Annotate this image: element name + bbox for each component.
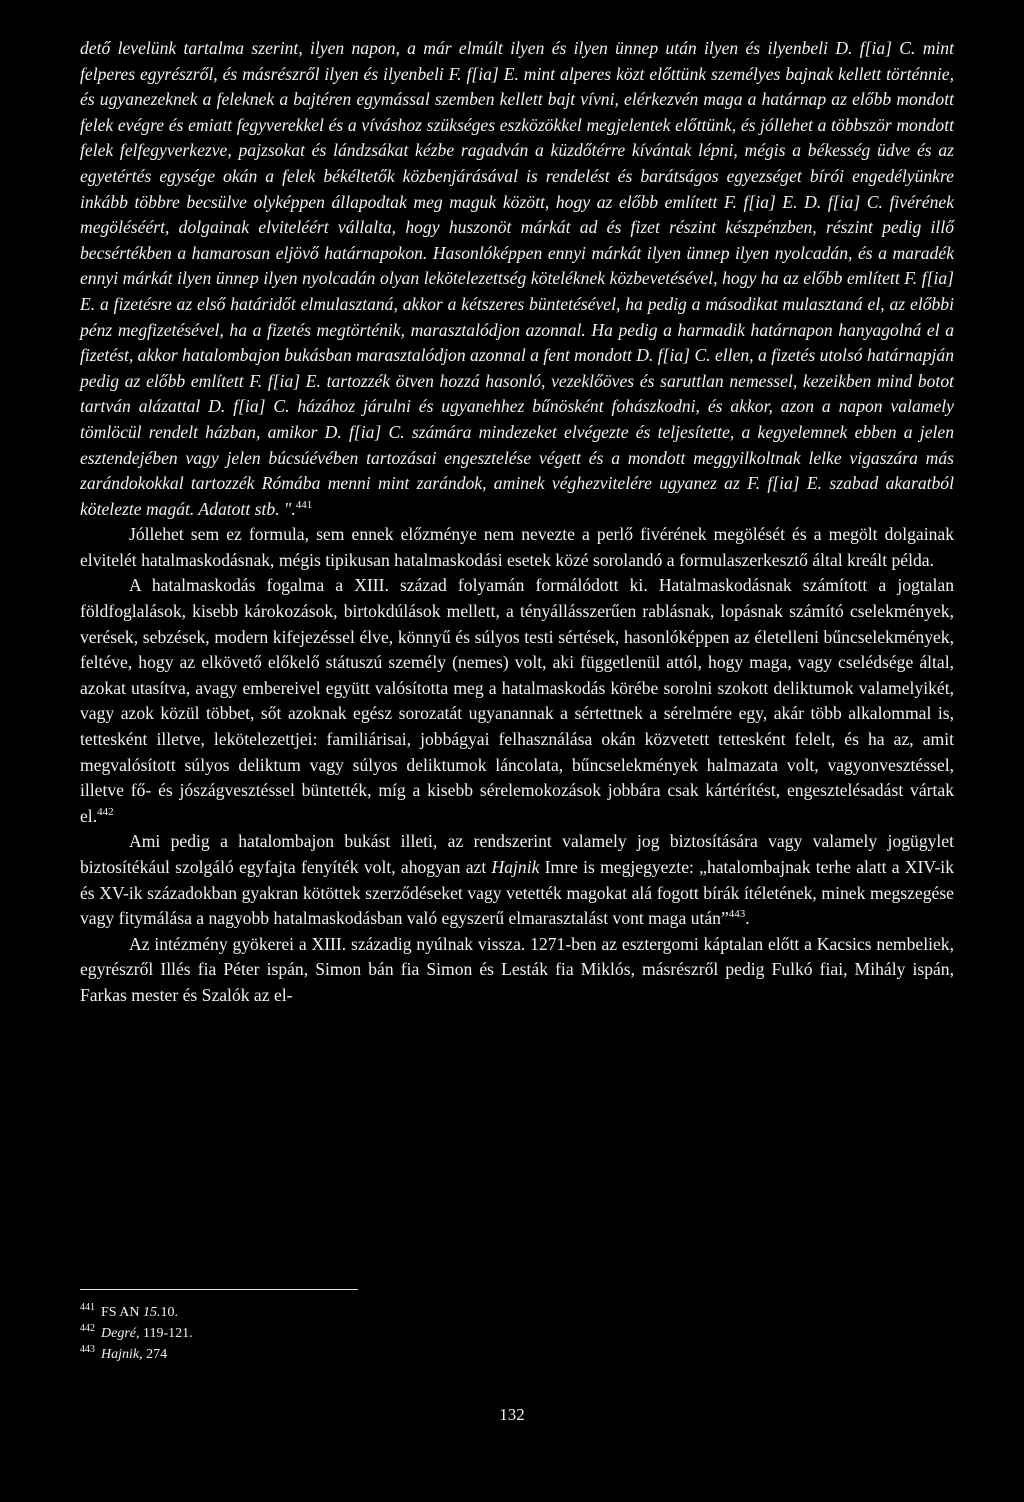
footnote-number: 441 bbox=[80, 1302, 95, 1314]
paragraph-3-end: . bbox=[745, 908, 750, 929]
paragraph-1-text: Jóllehet sem ez formula, sem ennek előzménye nem nevezte a perlő fivérének megölését és a megölt dolgainak elvitelét hatalmaskodásnak, mégis tipikusan hatalmaskodási esetek közé sorolandó a formulaszerkesztő által kreált példa. bbox=[80, 524, 954, 570]
author-name: Hajnik bbox=[491, 857, 540, 877]
footnote-ref-442[interactable]: 442 bbox=[97, 805, 114, 818]
footnote-text: , 274 bbox=[139, 1347, 168, 1362]
footnote-italic: Degré bbox=[101, 1326, 136, 1341]
footnote-443 bbox=[80, 1344, 680, 1365]
paragraph-3 bbox=[80, 829, 954, 931]
paragraph-2 bbox=[80, 573, 954, 829]
body-text bbox=[80, 36, 954, 1009]
footnote-442 bbox=[80, 1323, 680, 1344]
footnote-text: FS AN bbox=[101, 1305, 144, 1320]
footnote-number: 442 bbox=[80, 1323, 95, 1335]
footnote-text: , 119-121. bbox=[136, 1326, 193, 1341]
paragraph-3-post: Imre is megjegyezte: „hatalombajnak terhe alatt a XIV-ik és XV-ik századokban gyakran kötöttek szerződéseket vagy vetették magokat alá fogott bírák ítéletének, minek megszegése vagy fitymálása a nagyobb hatalmaskodásban való egyszerű elmarasztalást vont maga után” bbox=[80, 857, 954, 929]
footnote-text: 10. bbox=[160, 1305, 179, 1320]
footnote-number: 443 bbox=[80, 1344, 95, 1356]
paragraph-2-text: A hatalmaskodás fogalma a XIII. század folyamán formálódott ki. Hatalmaskodásnak számított a jogtalan földfoglalások, kisebb károkozások, birtokdúlások mellett, a tényállásszerűen rablásnak, lopásnak számító cselekmények, verések, sebzések, modern kifejezéssel élve, könnyű és súlyos testi sértések, hasonlóképpen az életelleni bűncselekmények, feltéve, hogy az elkövető előkelő státuszú személy (nemes) volt, aki függetlenül attól, hogy maga, vagy cselédsége által, azokat utasítva, avagy embereivel együtt valósította meg a hatalmaskodás körébe sorolni szokott deliktumok valamelyikét, vagy azok közül többet, sőt azoknak egész sorozatát ugyanannak a sértettnek a sérelmére egy, akár több alkalommal is, tettesként illetve, lekötelezettjei: familiárisai, jobbágyai felhasználása okán közvetett tettesként felelt, és ha az, amit megvalósított súlyos deliktum vagy súlyos deliktumok láncolata, bűncselekmények halmazata volt, vagyonvesztéssel, illetve fő- és jószágvesztéssel büntették, míg a kisebb sérelemokozások jobbára csak kártérítést, engesztelésadást vártak el. bbox=[80, 575, 954, 826]
quoted-formula bbox=[80, 36, 954, 522]
paragraph-3-pre: Ami pedig a hatalombajon bukást illeti, az rendszerint valamely jog biztosítására vagy valamely jogügylet biztosítékául szolgáló egyfajta fenyíték volt, ahogyan azt bbox=[80, 831, 954, 877]
footnote-italic: Hajnik bbox=[101, 1347, 140, 1362]
footnote-441 bbox=[80, 1302, 680, 1323]
quote-text: dető levelünk tartalma szerint, ilyen napon, a már elmúlt ilyen és ilyen ünnep után ilyen és ilyenbeli D. f[ia] C. mint felperes egyrészről, és másrészről ilyen és ilyenbeli F. f[ia] E. mint alperes közt előttünk személyes bajnak kellett történnie, és ugyanezeknek a feleknek a bajtéren egymással szemben kellett bajt vívni, elérkezvén maga a határnap az előbb mondott felek evégre és emiatt fegyverekkel és a víváshoz szükséges eszközökkel megjelentek előttünk, és jóllehet a többször mondott felek felfegyverkezve, pajzsokat és lándzsákat kézbe ragadván a küzdőtérre kívántak lépni, mégis a békesség üdve és az egyetértés egysége okán a felek békéltetők közbenjárásával is rendelést és barátságos egyezséget bírói engedélyünkre inkább többre becsülve olyképpen állapodtak meg maguk között, hogy az előbb említett F. f[ia] E. D. f[ia] C. fivérének megöléséért, dolgainak elviteléért vállalta, hogy huszonöt márkát ad és fizet részint készpénzben, részint pedig illő becsértékben a hamarosan eljövő határnapokon. Hasonlóképpen ennyi márkát ilyen ünnep ilyen nyolcadán, és a maradék ennyi márkát ilyen ünnep ilyen nyolcadán olyan lekötelezettség köteléknek közbevetésével, hogy ha az előbb említett F. f[ia] E. a fizetésre az első határidőt elmulasztaná, akkor a kétszeres büntetésével, ha pedig a másodikat mulasztaná el, az előbbi pénz megfizetésével, ha a fizetés megtörténik, marasztalódjon azonnal. Ha pedig a harmadik határnapon hanyagolná el a fizetést, akkor hatalombajon bukásban marasztalódjon azonnal a fent mondott D. f[ia] C. ellen, a fizetés utolsó határnapján pedig az előbb említett F. f[ia] E. tartozzék ötven hozzá hasonló, vezeklőöves és saruttlan nemessel, kezeikben mind botot tartván alázattal D. f[ia] C. házához járulni és ugyanehhez bűnösként fohászkodni, és akkor, azon a napon valamely tömlöcül rendelt házban, amikor D. f[ia] C. számára mindezeket elvégezte és teljesítette, a kegyelemnek ebben a jelen esztendejében vagy jelen búcsúévében tartozásai engesztelése végett és a mondott meggyilkoltnak lelke vigaszára más zarándokokkal tartozzék Rómába menni mint zarándok, aminek véghezvitelére ugyanez az F. f[ia] E. szabad akaratból kötelezte magát. Adatott stb. ". bbox=[80, 38, 954, 519]
paragraph-4 bbox=[80, 932, 954, 1009]
paragraph-1 bbox=[80, 522, 954, 573]
footnote-divider bbox=[80, 1289, 358, 1290]
paragraph-4-text: Az intézmény gyökerei a XIII. századig nyúlnak vissza. 1271-ben az esztergomi káptalan előtt a Kacsics nembeliek, egyrészről Illés fia Péter ispán, Simon bán fia Simon és Lesták fia Miklós, másrészről pedig Fulkó fiai, Mihály ispán, Farkas mester és Szalók az el- bbox=[80, 933, 954, 1005]
footnote-ref-443[interactable]: 443 bbox=[728, 908, 746, 921]
footnote-italic: 15. bbox=[143, 1305, 161, 1320]
footnotes bbox=[80, 1302, 680, 1365]
footnote-ref-441[interactable]: 441 bbox=[295, 498, 313, 511]
page-number: 132 bbox=[499, 1405, 525, 1424]
